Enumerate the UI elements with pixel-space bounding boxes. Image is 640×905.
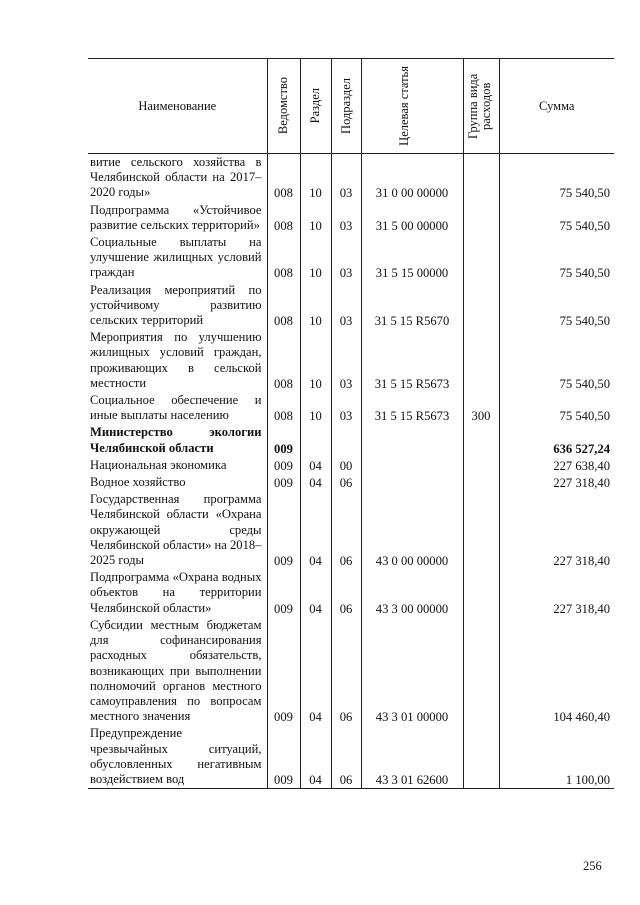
- cell-vedomstvo: 009: [267, 569, 300, 617]
- header-vedomstvo: Ведомство: [267, 59, 300, 154]
- cell-podrazdel: 06: [331, 569, 361, 617]
- cell-gruppa-vida-rashodov: [463, 569, 499, 617]
- table-row: [88, 234, 614, 282]
- cell-summa: 75 540,50: [499, 202, 614, 234]
- cell-gruppa-vida-rashodov: [463, 424, 499, 456]
- cell-celevaya-statya: 31 5 15 00000: [361, 234, 463, 282]
- table-row: [88, 202, 614, 234]
- cell-summa: 227 318,40: [499, 491, 614, 569]
- cell-celevaya-statya: 31 5 00 00000: [361, 202, 463, 234]
- cell-podrazdel: 03: [331, 282, 361, 330]
- cell-gruppa-vida-rashodov: [463, 457, 499, 474]
- cell-name: Социальное обеспечение и иные выплаты населению: [90, 393, 262, 423]
- cell-summa: 227 318,40: [499, 569, 614, 617]
- cell-razdel: 10: [300, 154, 331, 202]
- cell-name: Предупреждение чрезвычайных ситуаций, обусловленных негативным воздействием вод: [88, 725, 267, 788]
- cell-gruppa-vida-rashodov: [463, 234, 499, 282]
- cell-podrazdel: 06: [331, 491, 361, 569]
- cell-gruppa-vida-rashodov: [463, 617, 499, 725]
- cell-name: Подпрограмма «Устойчивое развитие сельских территорий»: [90, 202, 262, 232]
- cell-podrazdel: 03: [331, 329, 361, 392]
- header-podrazdel: Подраздел: [331, 59, 361, 154]
- cell-podrazdel: 03: [331, 234, 361, 282]
- cell-name: Социальные выплаты на улучшение жилищных условий граждан: [90, 235, 262, 280]
- cell-gruppa-vida-rashodov: [463, 474, 499, 491]
- cell-celevaya-statya: 31 5 15 R5673: [361, 392, 463, 424]
- table-row: [88, 617, 614, 725]
- cell-gruppa-vida-rashodov: [463, 725, 499, 788]
- cell-summa: 75 540,50: [499, 329, 614, 392]
- cell-celevaya-statya: 43 3 01 00000: [361, 617, 463, 725]
- cell-vedomstvo: 009: [267, 491, 300, 569]
- cell-summa: 227 638,40: [499, 457, 614, 474]
- cell-razdel: 04: [300, 725, 331, 788]
- cell-podrazdel: 03: [331, 202, 361, 234]
- cell-name: Подпрограмма «Охрана водных объектов на территории Челябинской области»: [90, 570, 262, 615]
- cell-razdel: 10: [300, 392, 331, 424]
- table-row: [88, 491, 614, 569]
- header-name: Наименование: [88, 59, 267, 154]
- cell-summa: 75 540,50: [499, 234, 614, 282]
- cell-name: Водное хозяйство: [90, 475, 186, 490]
- cell-gruppa-vida-rashodov: [463, 329, 499, 392]
- table-row: [88, 392, 614, 424]
- cell-podrazdel: 06: [331, 474, 361, 491]
- cell-razdel: 04: [300, 491, 331, 569]
- table-row: [88, 154, 614, 202]
- cell-podrazdel: 00: [331, 457, 361, 474]
- cell-summa: 636 527,24: [499, 424, 614, 456]
- cell-gruppa-vida-rashodov: [463, 154, 499, 202]
- cell-celevaya-statya: 31 5 15 R5673: [361, 329, 463, 392]
- cell-vedomstvo: 009: [267, 725, 300, 788]
- cell-vedomstvo: 009: [267, 617, 300, 725]
- cell-gruppa-vida-rashodov: [463, 202, 499, 234]
- cell-vedomstvo: 008: [267, 329, 300, 392]
- cell-gruppa-vida-rashodov: [463, 491, 499, 569]
- table-row: [88, 457, 614, 474]
- cell-summa: 1 100,00: [499, 725, 614, 788]
- cell-vedomstvo: 008: [267, 202, 300, 234]
- cell-razdel: 04: [300, 569, 331, 617]
- cell-name: Субсидии местным бюджетам для софинансирования расходных обязательств, возникающих при выполнении полномочий органов местного самоуправления по вопросам местного значения: [90, 617, 262, 724]
- table-row: [88, 569, 614, 617]
- cell-summa: 75 540,50: [499, 282, 614, 330]
- cell-razdel: [300, 424, 331, 456]
- cell-celevaya-statya: 43 3 01 62600: [361, 725, 463, 788]
- table-body: [88, 154, 614, 789]
- cell-podrazdel: [331, 424, 361, 456]
- cell-celevaya-statya: 43 3 00 00000: [361, 569, 463, 617]
- cell-razdel: 10: [300, 202, 331, 234]
- table-row: [88, 424, 614, 456]
- cell-celevaya-statya: 31 0 00 00000: [361, 154, 463, 202]
- header-gruppa-vida-rashodov: Группа вида расходов: [463, 59, 499, 154]
- cell-gruppa-vida-rashodov: 300: [463, 392, 499, 424]
- header-razdel: Раздел: [300, 59, 331, 154]
- header-row: [88, 59, 614, 154]
- header-summa: Сумма: [499, 59, 614, 154]
- cell-summa: 75 540,50: [499, 154, 614, 202]
- table-row: [88, 329, 614, 392]
- cell-gruppa-vida-rashodov: [463, 282, 499, 330]
- cell-podrazdel: 06: [331, 617, 361, 725]
- cell-name: Министерство экологии Челябинской области: [90, 425, 262, 455]
- cell-podrazdel: 03: [331, 154, 361, 202]
- cell-razdel: 04: [300, 457, 331, 474]
- cell-vedomstvo: 008: [267, 154, 300, 202]
- cell-name: Мероприятия по улучшению жилищных условий граждан, проживающих в сельской местности: [90, 330, 262, 390]
- cell-vedomstvo: 009: [267, 474, 300, 491]
- cell-razdel: 10: [300, 234, 331, 282]
- cell-summa: 227 318,40: [499, 474, 614, 491]
- cell-celevaya-statya: [361, 424, 463, 456]
- table-row: [88, 474, 614, 491]
- cell-razdel: 04: [300, 617, 331, 725]
- cell-podrazdel: 03: [331, 392, 361, 424]
- table-row: [88, 282, 614, 330]
- cell-summa: 104 460,40: [499, 617, 614, 725]
- cell-celevaya-statya: 43 0 00 00000: [361, 491, 463, 569]
- table-row: [88, 725, 614, 788]
- cell-name: Реализация мероприятий по устойчивому развитию сельских территорий: [90, 282, 262, 328]
- header-celevaya-statya: Целевая статья: [361, 59, 463, 154]
- cell-razdel: 04: [300, 474, 331, 491]
- cell-vedomstvo: 008: [267, 282, 300, 330]
- cell-name: Национальная экономика: [90, 457, 227, 472]
- cell-celevaya-statya: [361, 457, 463, 474]
- cell-summa: 75 540,50: [499, 392, 614, 424]
- cell-name: Государственная программа Челябинской области «Охрана окружающей среды Челябинской области» на 2018–2025 годы: [90, 492, 262, 568]
- cell-razdel: 10: [300, 329, 331, 392]
- cell-vedomstvo: 009: [267, 457, 300, 474]
- page-number: 256: [583, 859, 602, 873]
- cell-razdel: 10: [300, 282, 331, 330]
- cell-podrazdel: 06: [331, 725, 361, 788]
- cell-name: витие сельского хозяйства в Челябинской области на 2017–2020 годы»: [90, 155, 262, 200]
- cell-vedomstvo: 009: [267, 424, 300, 456]
- cell-vedomstvo: 008: [267, 234, 300, 282]
- cell-celevaya-statya: 31 5 15 R5670: [361, 282, 463, 330]
- budget-table: [88, 58, 614, 789]
- cell-celevaya-statya: [361, 474, 463, 491]
- cell-vedomstvo: 008: [267, 392, 300, 424]
